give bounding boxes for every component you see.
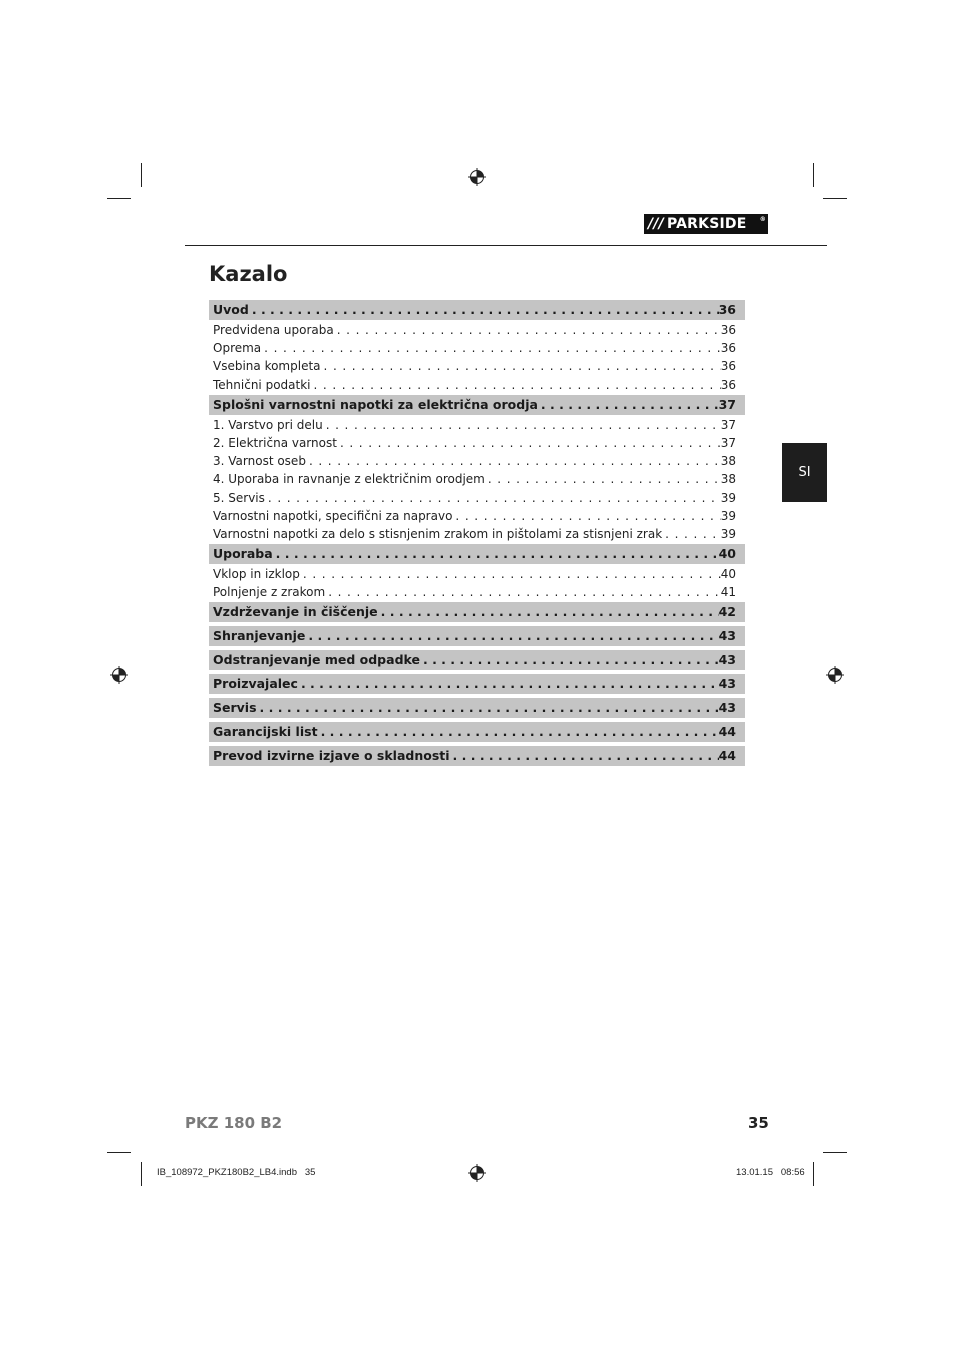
model-name: PKZ 180 B2	[185, 1114, 283, 1132]
toc-page-number: 37	[720, 417, 736, 432]
toc-label: Odstranjevanje med odpadke	[213, 652, 420, 668]
toc-page-number: 40	[720, 567, 736, 582]
toc-label: Oprema	[213, 341, 262, 356]
toc-label: Predvidena uporaba	[213, 323, 334, 338]
toc-page-number: 44	[718, 724, 736, 740]
page-title: Kazalo	[209, 262, 288, 286]
toc-page-number: 38	[720, 472, 736, 487]
language-tab: SI	[782, 443, 827, 502]
toc-entry-row[interactable]	[209, 321, 745, 339]
toc-section-row[interactable]	[209, 602, 745, 622]
toc-page-number: 43	[718, 652, 736, 668]
toc-page-number: 39	[720, 490, 736, 505]
toc-section-row[interactable]	[209, 626, 745, 646]
toc-section-row[interactable]	[209, 395, 745, 415]
crop-mark	[813, 1162, 814, 1186]
toc-label: Uporaba	[213, 546, 273, 562]
toc-entry-row[interactable]	[209, 565, 745, 583]
crop-mark	[107, 1152, 131, 1153]
logo-slashes: ///	[648, 216, 664, 232]
toc-page-number: 39	[720, 508, 736, 523]
table-of-contents	[209, 300, 745, 767]
logo-text: PARKSIDE	[666, 216, 747, 232]
crop-mark	[141, 1162, 142, 1186]
toc-leader-dots	[265, 489, 721, 507]
toc-page-number: 41	[720, 585, 736, 600]
toc-label: Prevod izvirne izjave o skladnosti	[213, 748, 450, 764]
toc-leader-dots	[298, 674, 719, 694]
toc-page-number: 36	[720, 323, 736, 338]
toc-label: Servis	[213, 700, 257, 716]
toc-label: Vzdrževanje in čiščenje	[213, 604, 378, 620]
toc-section-row[interactable]	[209, 698, 745, 718]
toc-leader-dots	[249, 300, 719, 320]
toc-page-number: 36	[720, 377, 736, 392]
toc-section-row[interactable]	[209, 544, 745, 564]
toc-page-number: 42	[718, 604, 736, 620]
toc-page-number: 43	[718, 700, 736, 716]
toc-leader-dots	[538, 395, 719, 415]
toc-label: 2. Električna varnost	[213, 436, 337, 451]
toc-leader-dots	[662, 525, 721, 543]
toc-label: Vklop in izklop	[213, 567, 300, 582]
toc-leader-dots	[318, 722, 719, 742]
toc-leader-dots	[337, 434, 721, 452]
toc-page-number: 36	[720, 359, 736, 374]
toc-label: Proizvajalec	[213, 676, 298, 692]
toc-page-number: 36	[718, 302, 736, 317]
registration-mark-icon	[468, 168, 486, 186]
toc-label: Splošni varnostni napotki za električna orodja	[213, 396, 538, 412]
toc-leader-dots	[305, 626, 718, 646]
logo-trademark: ®	[759, 216, 766, 223]
toc-entry-row[interactable]	[209, 452, 745, 470]
toc-page-number: 38	[720, 454, 736, 469]
toc-entry-row[interactable]	[209, 339, 745, 357]
toc-label: Garancijski list	[213, 724, 318, 740]
toc-label: Uvod	[213, 302, 249, 317]
toc-label: 5. Servis	[213, 490, 265, 505]
toc-label: Tehnični podatki	[213, 377, 311, 392]
toc-label: Varnostni napotki za delo s stisnjenim zrakom in pištolami za stisnjeni zrak	[213, 526, 663, 541]
toc-leader-dots	[311, 376, 721, 394]
toc-page-number: 43	[718, 676, 736, 692]
parkside-logo	[644, 214, 768, 234]
toc-section-row[interactable]	[209, 722, 745, 742]
page-number: 35	[748, 1114, 769, 1132]
toc-entry-row[interactable]	[209, 434, 745, 452]
toc-leader-dots	[306, 452, 721, 470]
toc-label: Vsebina kompleta	[213, 359, 321, 374]
toc-leader-dots	[321, 357, 721, 375]
toc-entry-row[interactable]	[209, 416, 745, 434]
toc-page-number: 43	[718, 628, 736, 644]
toc-leader-dots	[261, 339, 721, 357]
toc-leader-dots	[323, 416, 721, 434]
toc-page-number: 37	[718, 396, 736, 412]
toc-entry-row[interactable]	[209, 470, 745, 488]
toc-section-row[interactable]	[209, 746, 745, 766]
file-slug: IB_108972_PKZ180B2_LB4.indb 35	[157, 1167, 316, 1178]
crop-mark	[823, 198, 847, 199]
toc-leader-dots	[452, 507, 720, 525]
toc-label: 3. Varnost oseb	[213, 454, 306, 469]
print-timestamp: 13.01.15 08:56	[736, 1167, 805, 1178]
toc-label: Varnostni napotki, specifični za napravo	[213, 508, 453, 523]
crop-mark	[813, 163, 814, 187]
toc-label: 4. Uporaba in ravnanje z električnim orodjem	[213, 472, 485, 487]
toc-entry-row[interactable]	[209, 489, 745, 507]
toc-section-row[interactable]	[209, 674, 745, 694]
toc-page-number: 37	[720, 436, 736, 451]
toc-leader-dots	[257, 698, 719, 718]
crop-mark	[141, 163, 142, 187]
toc-entry-row[interactable]	[209, 507, 745, 525]
toc-leader-dots	[485, 470, 721, 488]
toc-label: 1. Varstvo pri delu	[213, 417, 323, 432]
registration-mark-icon	[468, 1164, 486, 1182]
toc-section-row[interactable]	[209, 300, 745, 320]
toc-page-number: 44	[718, 748, 736, 764]
crop-mark	[107, 198, 131, 199]
crop-mark	[823, 1152, 847, 1153]
toc-page-number: 39	[720, 526, 736, 541]
toc-leader-dots	[325, 583, 721, 601]
toc-section-row[interactable]	[209, 650, 745, 670]
toc-leader-dots	[378, 602, 719, 622]
toc-leader-dots	[334, 321, 721, 339]
registration-mark-icon	[110, 666, 128, 684]
toc-label: Shranjevanje	[213, 628, 306, 644]
toc-entry-row[interactable]	[209, 525, 745, 543]
toc-leader-dots	[420, 650, 719, 670]
toc-leader-dots	[273, 544, 719, 564]
registration-mark-icon	[826, 666, 844, 684]
header-rule	[185, 245, 827, 246]
toc-leader-dots	[300, 565, 721, 583]
toc-leader-dots	[450, 746, 719, 766]
toc-page-number: 40	[718, 546, 736, 562]
toc-entry-row[interactable]	[209, 376, 745, 394]
toc-entry-row[interactable]	[209, 583, 745, 601]
toc-entry-row[interactable]	[209, 357, 745, 375]
toc-page-number: 36	[720, 341, 736, 356]
toc-label: Polnjenje z zrakom	[213, 585, 326, 600]
